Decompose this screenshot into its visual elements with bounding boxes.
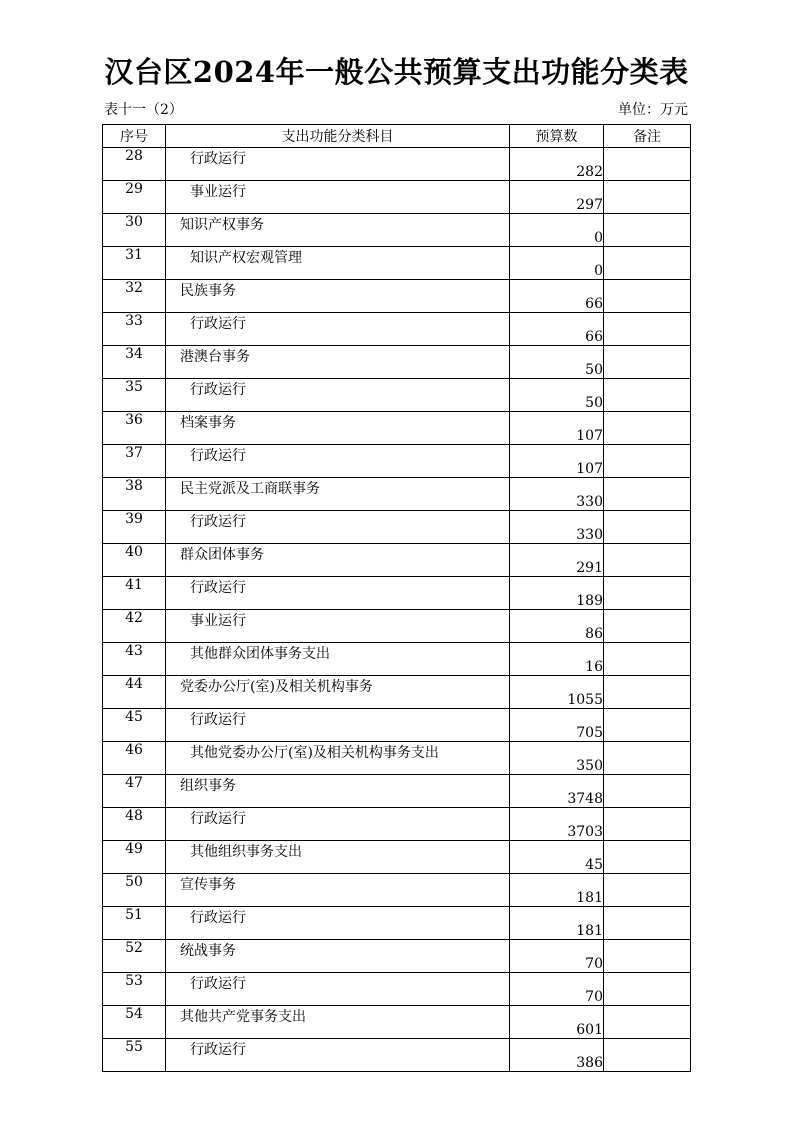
row-item: 知识产权宏观管理 — [166, 247, 510, 280]
table-row — [103, 181, 691, 214]
table-row — [103, 1006, 691, 1039]
row-amount: 350 — [510, 742, 604, 775]
header-seq: 序号 — [103, 125, 166, 148]
row-amount: 70 — [510, 940, 604, 973]
table-row — [103, 775, 691, 808]
row-item: 其他党委办公厅(室)及相关机构事务支出 — [166, 742, 510, 775]
table-row — [103, 940, 691, 973]
row-seq: 38 — [103, 478, 166, 511]
row-note — [604, 1039, 691, 1072]
row-seq: 43 — [103, 643, 166, 676]
row-item: 行政运行 — [166, 379, 510, 412]
table-row — [103, 346, 691, 379]
row-note — [604, 676, 691, 709]
row-amount: 50 — [510, 379, 604, 412]
row-amount: 282 — [510, 148, 604, 181]
row-note — [604, 148, 691, 181]
row-note — [604, 973, 691, 1006]
table-header-row — [103, 125, 691, 148]
row-amount: 3748 — [510, 775, 604, 808]
row-seq: 53 — [103, 973, 166, 1006]
row-amount: 181 — [510, 907, 604, 940]
table-row — [103, 280, 691, 313]
row-amount: 1055 — [510, 676, 604, 709]
table-row — [103, 676, 691, 709]
row-seq: 34 — [103, 346, 166, 379]
row-amount: 705 — [510, 709, 604, 742]
row-amount: 70 — [510, 973, 604, 1006]
table-row — [103, 709, 691, 742]
row-note — [604, 313, 691, 346]
row-note — [604, 214, 691, 247]
row-item: 民主党派及工商联事务 — [166, 478, 510, 511]
unit-label: 单位：万元 — [618, 102, 688, 118]
table-row — [103, 478, 691, 511]
table-label: 表十一（2） — [104, 102, 183, 118]
row-note — [604, 742, 691, 775]
row-item: 行政运行 — [166, 313, 510, 346]
row-seq: 41 — [103, 577, 166, 610]
table-row — [103, 577, 691, 610]
header-note: 备注 — [604, 125, 691, 148]
row-seq: 49 — [103, 841, 166, 874]
row-amount: 330 — [510, 511, 604, 544]
table-row — [103, 907, 691, 940]
table-row — [103, 841, 691, 874]
row-seq: 51 — [103, 907, 166, 940]
row-item: 行政运行 — [166, 1039, 510, 1072]
budget-table — [102, 124, 691, 1072]
row-note — [604, 808, 691, 841]
row-seq: 28 — [103, 148, 166, 181]
row-item: 行政运行 — [166, 709, 510, 742]
table-row — [103, 1039, 691, 1072]
table-row — [103, 643, 691, 676]
row-note — [604, 643, 691, 676]
row-item: 知识产权事务 — [166, 214, 510, 247]
row-item: 档案事务 — [166, 412, 510, 445]
row-item: 行政运行 — [166, 973, 510, 1006]
row-note — [604, 280, 691, 313]
row-item: 民族事务 — [166, 280, 510, 313]
row-item: 其他群众团体事务支出 — [166, 643, 510, 676]
row-seq: 33 — [103, 313, 166, 346]
table-row — [103, 148, 691, 181]
row-note — [604, 610, 691, 643]
row-seq: 52 — [103, 940, 166, 973]
row-item: 组织事务 — [166, 775, 510, 808]
row-item: 行政运行 — [166, 907, 510, 940]
row-amount: 66 — [510, 313, 604, 346]
row-seq: 54 — [103, 1006, 166, 1039]
row-amount: 45 — [510, 841, 604, 874]
row-seq: 55 — [103, 1039, 166, 1072]
row-item: 事业运行 — [166, 181, 510, 214]
row-item: 其他共产党事务支出 — [166, 1006, 510, 1039]
row-note — [604, 412, 691, 445]
row-amount: 601 — [510, 1006, 604, 1039]
row-item: 行政运行 — [166, 577, 510, 610]
table-row — [103, 808, 691, 841]
row-note — [604, 346, 691, 379]
row-seq: 37 — [103, 445, 166, 478]
row-seq: 44 — [103, 676, 166, 709]
row-item: 行政运行 — [166, 148, 510, 181]
row-note — [604, 445, 691, 478]
row-item: 群众团体事务 — [166, 544, 510, 577]
row-seq: 29 — [103, 181, 166, 214]
row-item: 行政运行 — [166, 445, 510, 478]
row-amount: 330 — [510, 478, 604, 511]
row-note — [604, 775, 691, 808]
header-amount: 预算数 — [510, 125, 604, 148]
row-seq: 36 — [103, 412, 166, 445]
row-amount: 181 — [510, 874, 604, 907]
row-seq: 47 — [103, 775, 166, 808]
table-row — [103, 511, 691, 544]
page-title: 汉台区2024年一般公共预算支出功能分类表 — [104, 55, 689, 89]
row-item: 其他组织事务支出 — [166, 841, 510, 874]
row-item: 行政运行 — [166, 808, 510, 841]
table-row — [103, 742, 691, 775]
row-amount: 16 — [510, 643, 604, 676]
row-amount: 3703 — [510, 808, 604, 841]
row-amount: 297 — [510, 181, 604, 214]
table-row — [103, 544, 691, 577]
row-item: 党委办公厅(室)及相关机构事务 — [166, 676, 510, 709]
row-seq: 35 — [103, 379, 166, 412]
row-amount: 386 — [510, 1039, 604, 1072]
table-row — [103, 445, 691, 478]
row-note — [604, 544, 691, 577]
row-note — [604, 709, 691, 742]
row-note — [604, 478, 691, 511]
row-note — [604, 181, 691, 214]
table-row — [103, 313, 691, 346]
row-note — [604, 1006, 691, 1039]
row-amount: 50 — [510, 346, 604, 379]
row-seq: 32 — [103, 280, 166, 313]
row-item: 事业运行 — [166, 610, 510, 643]
table-row — [103, 412, 691, 445]
table-row — [103, 973, 691, 1006]
row-amount: 107 — [510, 445, 604, 478]
row-note — [604, 379, 691, 412]
row-seq: 50 — [103, 874, 166, 907]
row-seq: 45 — [103, 709, 166, 742]
row-note — [604, 511, 691, 544]
row-item: 宣传事务 — [166, 874, 510, 907]
row-amount: 189 — [510, 577, 604, 610]
row-amount: 291 — [510, 544, 604, 577]
row-note — [604, 577, 691, 610]
table-row — [103, 874, 691, 907]
row-amount: 0 — [510, 214, 604, 247]
row-amount: 107 — [510, 412, 604, 445]
row-seq: 30 — [103, 214, 166, 247]
table-row — [103, 214, 691, 247]
row-seq: 48 — [103, 808, 166, 841]
row-seq: 40 — [103, 544, 166, 577]
row-item: 统战事务 — [166, 940, 510, 973]
row-note — [604, 841, 691, 874]
row-seq: 42 — [103, 610, 166, 643]
table-body — [103, 148, 691, 1072]
table-row — [103, 610, 691, 643]
row-amount: 66 — [510, 280, 604, 313]
row-amount: 86 — [510, 610, 604, 643]
row-note — [604, 907, 691, 940]
row-item: 行政运行 — [166, 511, 510, 544]
row-note — [604, 940, 691, 973]
row-amount: 0 — [510, 247, 604, 280]
row-seq: 31 — [103, 247, 166, 280]
row-seq: 46 — [103, 742, 166, 775]
header-item: 支出功能分类科目 — [166, 125, 510, 148]
row-note — [604, 247, 691, 280]
row-item: 港澳台事务 — [166, 346, 510, 379]
table-row — [103, 247, 691, 280]
row-note — [604, 874, 691, 907]
table-row — [103, 379, 691, 412]
row-seq: 39 — [103, 511, 166, 544]
